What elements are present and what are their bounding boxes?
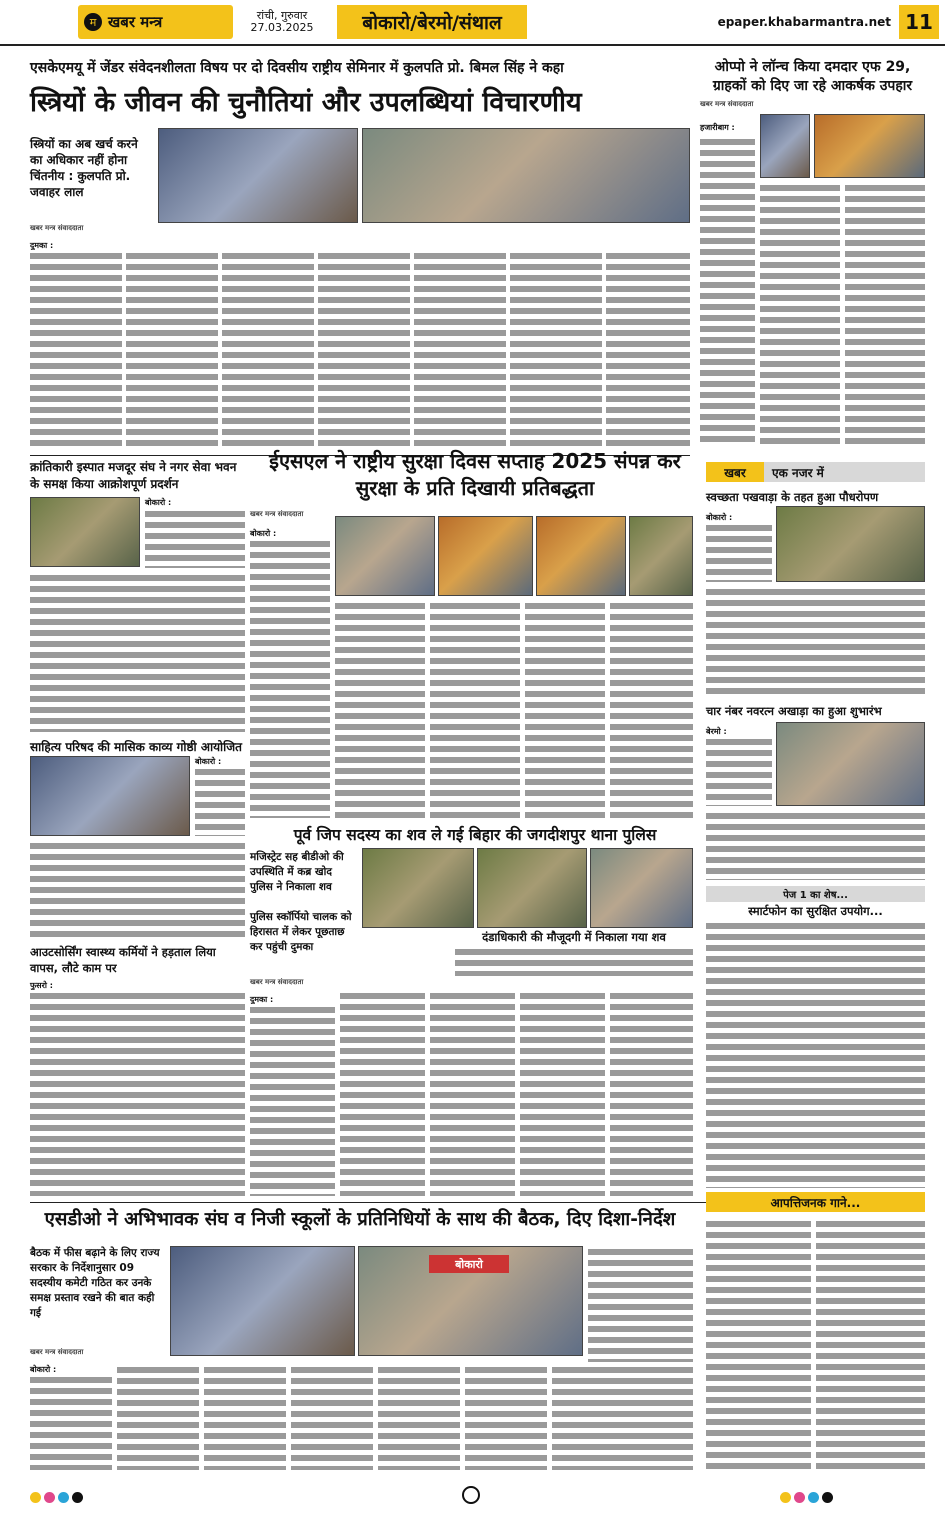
- story1-column-2: [126, 250, 218, 450]
- masthead: [0, 0, 945, 46]
- story7-headline: एसडीओ ने अभिभावक संघ व निजी स्कूलों के प्रतिनिधियों के साथ की बैठक, दिए दिशा-निर्देश: [44, 1209, 676, 1230]
- story5-column-4: [520, 990, 605, 1196]
- story3-column-2: [335, 600, 425, 818]
- story7-photo-2: [358, 1246, 583, 1356]
- yellow-dot-icon: [30, 1492, 41, 1503]
- story7-column-6: [465, 1364, 547, 1470]
- black-dot-icon: [822, 1492, 833, 1503]
- nazar-item1-text-b: [706, 586, 925, 696]
- color-registration-right: [780, 1488, 836, 1507]
- story1-kicker: एसकेएमयू में जेंडर संवेदनशीलता विषय पर दो दिवसीय राष्ट्रीय सेमिनार में कुलपति प्रो. बिमल सिंह ने कहा: [30, 60, 564, 76]
- black-dot-icon: [72, 1492, 83, 1503]
- page-number: 11: [899, 5, 939, 39]
- nazar-banner: [706, 462, 925, 482]
- page1-title: स्मार्टफोन का सुरक्षित उपयोग...: [748, 904, 883, 918]
- city-day: रांची, गुरुवार: [256, 9, 308, 22]
- story5-photo-2: [477, 848, 587, 928]
- page1-text: [706, 920, 925, 1188]
- nazar-label: खबर: [706, 462, 764, 482]
- story3-photo-3: [536, 516, 626, 596]
- story3-byline: खबर मन्त्र संवाददाता: [250, 510, 304, 518]
- story3-column-1: [250, 538, 330, 818]
- story7-column-3: [204, 1364, 286, 1470]
- story5-photo-3: [590, 848, 693, 928]
- story3-dateline: बोकारो :: [250, 529, 277, 538]
- story7-text-a: [588, 1246, 693, 1362]
- story1-byline: खबर मन्त्र संवाददाता: [30, 224, 84, 232]
- story5-subhead: दंडाधिकारी की मौजूदगी में निकाला गया शव: [482, 930, 666, 944]
- registration-target-icon: [462, 1486, 480, 1504]
- story3-photo-2: [438, 516, 533, 596]
- nazar-item2-dateline: बेरमो :: [706, 727, 727, 736]
- story5-headline: पूर्व जिप सदस्य का शव ले गई बिहार की जगदीशपुर थाना पुलिस: [293, 826, 657, 844]
- story5-column-5: [610, 990, 693, 1196]
- story5-photo-1: [362, 848, 474, 928]
- story1-column-7: [606, 250, 690, 450]
- story1-column-4: [318, 250, 410, 450]
- logo-icon: म: [84, 13, 102, 31]
- story5-bullet-1: मजिस्ट्रेट सह बीडीओ की उपस्थिति में कब्र खोद पुलिस ने निकाला शव: [250, 851, 344, 893]
- oppo-headline: ओप्पो ने लॉन्च किया दमदार एफ 29, ग्राहकों को दिए जा रहे आकर्षक उपहार: [712, 59, 913, 94]
- page1-label: पेज 1 का शेष...: [706, 886, 925, 902]
- story1-dateline: दुमका :: [30, 241, 54, 250]
- nazar-item2-headline: चार नंबर नवरत्न अखाड़ा का हुआ शुभारंभ: [706, 704, 882, 718]
- nazar-item1-dateline: बोकारो :: [706, 513, 733, 522]
- story2-column-body: [30, 572, 245, 732]
- story7-column-2: [117, 1364, 199, 1470]
- issue-date: 27.03.2025: [250, 21, 314, 34]
- cyan-dot-icon: [808, 1492, 819, 1503]
- story2-headline: क्रांतिकारी इस्पात मजदूर संघ ने नगर सेवा भवन के समक्ष किया आक्रोशपूर्ण प्रदर्शन: [30, 460, 237, 491]
- story3-headline: ईएसएल ने राष्ट्रीय सुरक्षा दिवस सप्ताह 2025 संपन्न कर सुरक्षा के प्रति दिखायी प्रतिबद्धता: [269, 449, 681, 500]
- story2-column-top: [145, 508, 245, 568]
- story3-column-5: [610, 600, 693, 818]
- story4-headline: साहित्य परिषद की मासिक काव्य गोष्ठी आयोजित: [30, 740, 243, 754]
- oppo-column-1: [700, 136, 755, 446]
- story6-text: [30, 990, 245, 1196]
- magenta-dot-icon: [794, 1492, 805, 1503]
- oppo-store-photo: [814, 114, 925, 178]
- story5-bullet-2: पुलिस स्कॉर्पियो चालक को हिरासत में लेकर पूछताछ कर पहुंची दुमका: [250, 911, 352, 953]
- story7-photo-1: [170, 1246, 355, 1356]
- nazar-item2-text-b: [706, 810, 925, 880]
- story5-dateline: दुमका :: [250, 995, 274, 1004]
- yellow-dot-icon: [780, 1492, 791, 1503]
- nazar-title: एक नजर में: [764, 462, 925, 482]
- story6-headline: आउटसोर्सिंग स्वास्थ्य कर्मियों ने हड़ताल लिया वापस, लौटे काम पर: [30, 945, 216, 975]
- magenta-dot-icon: [44, 1492, 55, 1503]
- story7-column-7: [552, 1364, 693, 1470]
- section-title: बोकारो/बेरमो/संथाल: [337, 5, 527, 39]
- story1-column-6: [510, 250, 602, 450]
- story4-text-a: [195, 766, 245, 836]
- story3-photo-1: [335, 516, 435, 596]
- story7-column-4: [291, 1364, 373, 1470]
- aapati-column-2: [816, 1218, 925, 1470]
- nazar-item2-photo: [776, 722, 925, 806]
- oppo-column-3: [845, 182, 925, 446]
- epaper-link[interactable]: epaper.khabarmantra.net: [717, 15, 891, 29]
- story1-column-1: [30, 250, 122, 450]
- photo-sign-bokaro: बोकारो: [429, 1255, 509, 1273]
- story4-text-b: [30, 840, 245, 940]
- logo-text: खबर मन्त्र: [108, 13, 163, 31]
- story3-column-3: [430, 600, 520, 818]
- story6-dateline: फुसरो :: [30, 981, 53, 990]
- story5-text-sub: [455, 946, 693, 976]
- nazar-item2-text-a: [706, 736, 772, 806]
- dateline: [247, 10, 317, 34]
- story5-column-2: [340, 990, 425, 1196]
- logo: [78, 5, 233, 39]
- story7-column-5: [378, 1364, 460, 1470]
- story3-column-4: [525, 600, 605, 818]
- story7-byline: खबर मन्त्र संवाददाता: [30, 1348, 84, 1356]
- story7-dateline: बोकारो :: [30, 1365, 57, 1374]
- story1-column-5: [414, 250, 506, 450]
- nazar-item1-photo: [776, 506, 925, 582]
- story3-photo-4: [629, 516, 693, 596]
- story1-pullquote: स्त्रियों का अब खर्च करने का अधिकार नहीं होना चिंतनीय : कुलपति प्रो. जवाहर लाल: [30, 137, 138, 199]
- story1-column-3: [222, 250, 314, 450]
- oppo-column-2: [760, 182, 840, 446]
- cyan-dot-icon: [58, 1492, 69, 1503]
- story4-dateline: बोकारो :: [195, 757, 222, 766]
- story1-photo-1: [158, 128, 358, 223]
- story7-bullet: बैठक में फीस बढ़ाने के लिए राज्य सरकार के निर्देशानुसार 09 सदस्यीय कमेटी गठित कर उनके समक्ष प्रस्ताव रखने की बात कही गई: [30, 1247, 160, 1319]
- nazar-item1-text-a: [706, 522, 772, 582]
- oppo-dateline: हजारीबाग :: [700, 123, 735, 132]
- story5-column-1: [250, 1004, 335, 1196]
- story5-column-3: [430, 990, 515, 1196]
- oppo-byline: खबर मन्त्र संवाददाता: [700, 100, 754, 108]
- story7-column-1: [30, 1374, 112, 1470]
- story2-photo: [30, 497, 140, 567]
- story4-photo: [30, 756, 190, 836]
- story1-photo-2: [362, 128, 690, 223]
- aapati-column-1: [706, 1218, 811, 1470]
- aapati-title: आपत्तिजनक गाने...: [770, 1196, 861, 1210]
- nazar-item1-headline: स्वच्छता पखवाड़ा के तहत हुआ पौधरोपण: [706, 490, 879, 504]
- story2-dateline: बोकारो :: [145, 498, 172, 507]
- color-registration-left: [30, 1488, 86, 1507]
- story5-byline: खबर मन्त्र संवाददाता: [250, 978, 304, 986]
- oppo-phone-photo: [760, 114, 810, 178]
- story1-headline: स्त्रियों के जीवन की चुनौतियां और उपलब्धियां विचारणीय: [30, 87, 582, 118]
